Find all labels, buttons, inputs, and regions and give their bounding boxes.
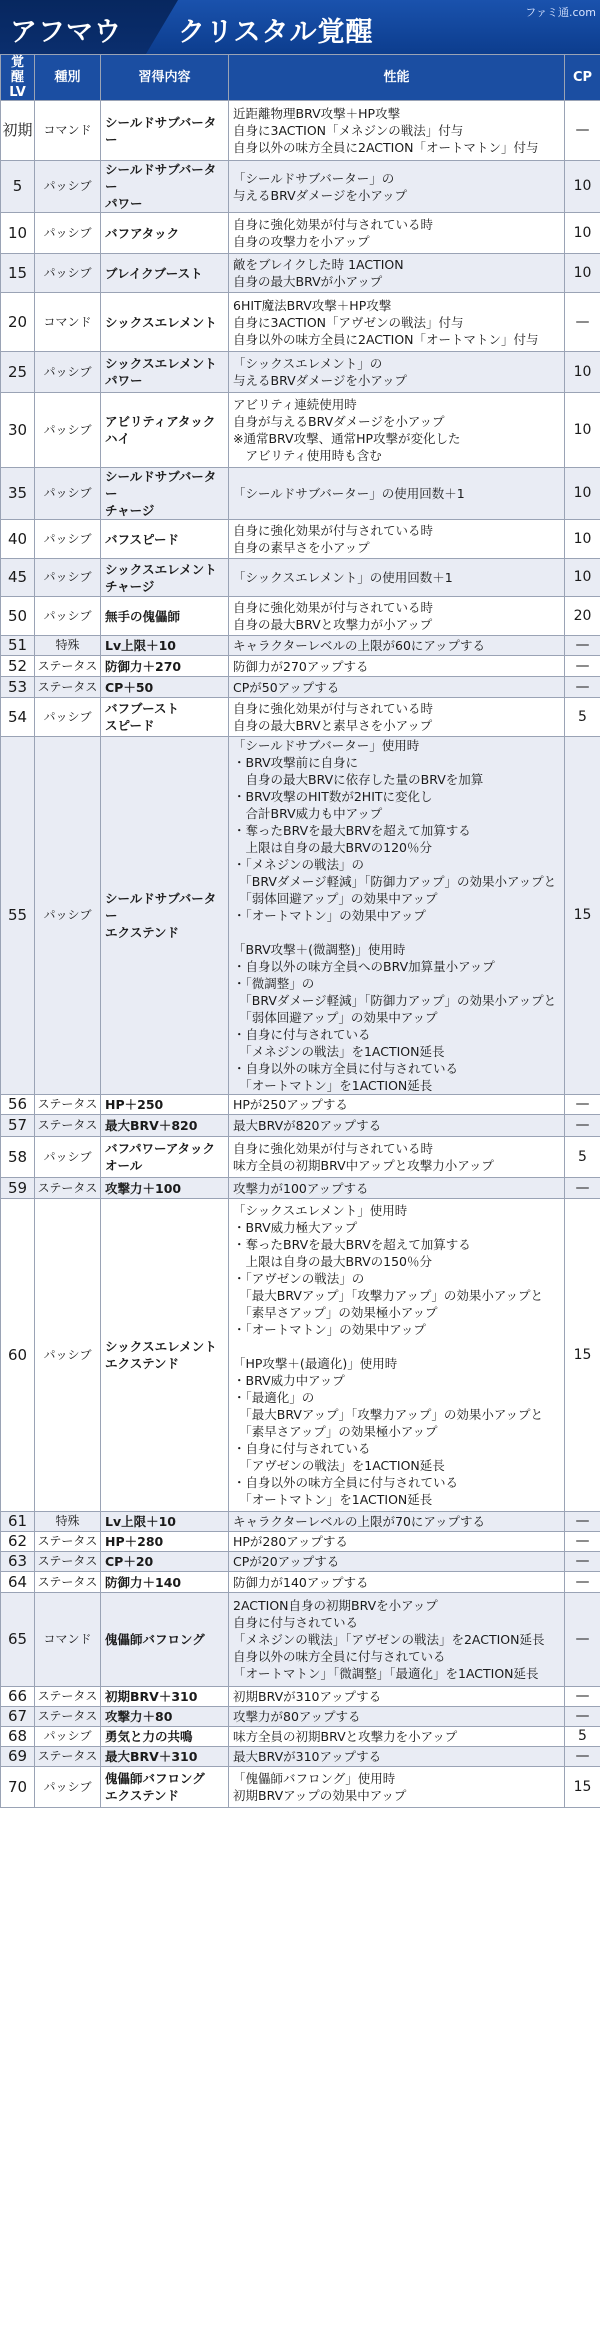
row-cp: —	[565, 1687, 600, 1707]
row-skill: 攻撃力＋100	[101, 1178, 229, 1199]
row-cp: 10	[565, 254, 600, 293]
row-cp: 5	[565, 1727, 600, 1747]
row-skill: HP＋250	[101, 1095, 229, 1115]
row-skill: シールドサブバーター	[101, 101, 229, 161]
table-row	[1, 161, 600, 213]
table-row	[1, 1199, 600, 1512]
row-lv: 58	[1, 1137, 35, 1178]
row-type: 特殊	[35, 636, 101, 656]
row-type: パッシブ	[35, 520, 101, 559]
character-name: アフマウ	[10, 17, 122, 48]
table-row	[1, 213, 600, 254]
row-lv: 25	[1, 352, 35, 393]
row-type: パッシブ	[35, 1199, 101, 1512]
row-skill: Lv上限＋10	[101, 636, 229, 656]
row-cp: 15	[565, 1767, 600, 1808]
row-skill: シックスエレメント チャージ	[101, 559, 229, 597]
table-header-row	[1, 55, 600, 101]
row-lv: 61	[1, 1512, 35, 1532]
row-cp: —	[565, 1095, 600, 1115]
row-cp: —	[565, 656, 600, 677]
table-row	[1, 559, 600, 597]
table-row	[1, 1593, 600, 1687]
row-type: パッシブ	[35, 698, 101, 737]
table-row	[1, 1552, 600, 1572]
row-skill: CP＋20	[101, 1552, 229, 1572]
row-cp: —	[565, 101, 600, 161]
row-perf: 「シールドサブバーター」使用時 ・BRV攻撃前に自身に 自身の最大BRVに依存した量のBRVを加算 ・BRV攻撃のHIT数が2HITに変化し 合計BRV威力も中アップ ・奪ったBRVを最大BRVを超えて加算する 上限は自身の最大BRVの120％分 ・「メネジンの戦法」の 「BRVダメージ軽減」「防御力アップ」の効果小アップと 「弱体回避アップ」の効果中アップ ・「オートマトン」の効果中アップ 「BRV攻撃＋(微調整)」使用時 ・自身以外の味方全員へのBRV加算量小アップ ・「微調整」の 「BRVダメージ軽減」「防御力アップ」の効果小アップと 「弱体回避アップ」の効果中アップ ・自身に付与されている 「メネジンの戦法」を1ACTION延長 ・自身以外の味方全員に付与されている 「オートマトン」を1ACTION延長	[229, 737, 565, 1095]
row-cp: —	[565, 1552, 600, 1572]
row-lv: 63	[1, 1552, 35, 1572]
row-skill: 防御力＋140	[101, 1572, 229, 1593]
row-skill: 最大BRV＋820	[101, 1115, 229, 1137]
row-skill: シックスエレメント エクステンド	[101, 1199, 229, 1512]
table-row	[1, 1767, 600, 1808]
row-cp: 5	[565, 698, 600, 737]
row-lv: 45	[1, 559, 35, 597]
row-perf: 攻撃力が100アップする	[229, 1178, 565, 1199]
table-row	[1, 468, 600, 520]
row-type: ステータス	[35, 1707, 101, 1727]
table-row	[1, 1572, 600, 1593]
row-type: 特殊	[35, 1512, 101, 1532]
table-body	[1, 101, 600, 1808]
row-type: コマンド	[35, 101, 101, 161]
table-row	[1, 1532, 600, 1552]
row-lv: 60	[1, 1199, 35, 1512]
banner-title: クリスタル覚醒	[178, 17, 374, 48]
row-cp: 10	[565, 161, 600, 213]
row-cp: —	[565, 636, 600, 656]
row-lv: 30	[1, 393, 35, 468]
row-perf: 最大BRVが310アップする	[229, 1747, 565, 1767]
row-skill: アビリティアタック ハイ	[101, 393, 229, 468]
row-lv: 50	[1, 597, 35, 636]
row-perf: CPが20アップする	[229, 1552, 565, 1572]
table-row	[1, 254, 600, 293]
row-skill: 勇気と力の共鳴	[101, 1727, 229, 1747]
row-lv: 20	[1, 293, 35, 352]
row-type: ステータス	[35, 1178, 101, 1199]
table-row	[1, 1747, 600, 1767]
watermark: ファミ通.com	[525, 6, 596, 19]
row-type: コマンド	[35, 293, 101, 352]
table-row	[1, 393, 600, 468]
row-cp: 10	[565, 213, 600, 254]
table-row	[1, 1727, 600, 1747]
row-lv: 62	[1, 1532, 35, 1552]
table-row	[1, 1687, 600, 1707]
row-type: パッシブ	[35, 254, 101, 293]
row-lv: 51	[1, 636, 35, 656]
row-perf: 「シックスエレメント」の使用回数＋1	[229, 559, 565, 597]
row-perf: 自身に強化効果が付与されている時 自身の素早さを小アップ	[229, 520, 565, 559]
row-type: パッシブ	[35, 737, 101, 1095]
row-perf: 自身に強化効果が付与されている時 自身の攻撃力を小アップ	[229, 213, 565, 254]
row-type: ステータス	[35, 677, 101, 698]
row-skill: シールドサブバーター チャージ	[101, 468, 229, 520]
row-perf: 防御力が140アップする	[229, 1572, 565, 1593]
row-cp: 10	[565, 468, 600, 520]
row-type: パッシブ	[35, 393, 101, 468]
row-skill: HP＋280	[101, 1532, 229, 1552]
row-cp: —	[565, 1747, 600, 1767]
row-perf: 「シックスエレメント」の 与えるBRVダメージを小アップ	[229, 352, 565, 393]
header-perf: 性能	[229, 55, 565, 101]
table-row	[1, 1512, 600, 1532]
row-lv: 10	[1, 213, 35, 254]
table-row	[1, 520, 600, 559]
title-banner	[0, 0, 600, 54]
row-perf: HPが250アップする	[229, 1095, 565, 1115]
row-type: パッシブ	[35, 1767, 101, 1808]
row-cp: —	[565, 1572, 600, 1593]
row-lv: 70	[1, 1767, 35, 1808]
row-perf: アビリティ連続使用時 自身が与えるBRVダメージを小アップ ※通常BRV攻撃、通常HP攻撃が変化した アビリティ使用時も含む	[229, 393, 565, 468]
row-skill: CP＋50	[101, 677, 229, 698]
row-lv: 59	[1, 1178, 35, 1199]
row-cp: 10	[565, 520, 600, 559]
row-perf: 6HIT魔法BRV攻撃＋HP攻撃 自身に3ACTION「アヴゼンの戦法」付与 自身以外の味方全員に2ACTION「オートマトン」付与	[229, 293, 565, 352]
row-perf: 敵をブレイクした時 1ACTION 自身の最大BRVが小アップ	[229, 254, 565, 293]
row-type: ステータス	[35, 1532, 101, 1552]
row-type: ステータス	[35, 1552, 101, 1572]
row-perf: 2ACTION自身の初期BRVを小アップ 自身に付与されている 「メネジンの戦法」「アヴゼンの戦法」を2ACTION延長 自身以外の味方全員に付与されている 「オートマトン」「微調整」「最適化」を1ACTION延長	[229, 1593, 565, 1687]
row-cp: 10	[565, 559, 600, 597]
row-perf: キャラクターレベルの上限が60にアップする	[229, 636, 565, 656]
table-row	[1, 1095, 600, 1115]
row-type: パッシブ	[35, 1727, 101, 1747]
row-skill: 無手の傀儡師	[101, 597, 229, 636]
row-lv: 53	[1, 677, 35, 698]
row-cp: —	[565, 1532, 600, 1552]
row-perf: 最大BRVが820アップする	[229, 1115, 565, 1137]
table-row	[1, 698, 600, 737]
row-lv: 65	[1, 1593, 35, 1687]
row-skill: バフアタック	[101, 213, 229, 254]
row-type: パッシブ	[35, 597, 101, 636]
row-lv: 35	[1, 468, 35, 520]
row-cp: —	[565, 1115, 600, 1137]
header-lv: 覚醒 LV	[1, 55, 35, 101]
row-skill: バフパワーアタック オール	[101, 1137, 229, 1178]
row-skill: 傀儡師バフロング エクステンド	[101, 1767, 229, 1808]
table-row	[1, 656, 600, 677]
row-lv: 5	[1, 161, 35, 213]
row-skill: バフブースト スピード	[101, 698, 229, 737]
row-skill: 最大BRV＋310	[101, 1747, 229, 1767]
table-row	[1, 1115, 600, 1137]
row-skill: 防御力＋270	[101, 656, 229, 677]
row-perf: 「シールドサブバーター」の使用回数＋1	[229, 468, 565, 520]
row-skill: 初期BRV＋310	[101, 1687, 229, 1707]
row-cp: —	[565, 1593, 600, 1687]
row-lv: 52	[1, 656, 35, 677]
header-cp: CP	[565, 55, 600, 101]
row-cp: 20	[565, 597, 600, 636]
row-lv: 56	[1, 1095, 35, 1115]
row-cp: —	[565, 677, 600, 698]
row-type: ステータス	[35, 1095, 101, 1115]
row-cp: —	[565, 1512, 600, 1532]
row-type: パッシブ	[35, 213, 101, 254]
row-perf: 自身に強化効果が付与されている時 味方全員の初期BRV中アップと攻撃力小アップ	[229, 1137, 565, 1178]
row-type: ステータス	[35, 1572, 101, 1593]
table-row	[1, 1137, 600, 1178]
row-cp: —	[565, 1178, 600, 1199]
row-lv: 68	[1, 1727, 35, 1747]
row-lv: 69	[1, 1747, 35, 1767]
row-lv: 15	[1, 254, 35, 293]
row-lv: 67	[1, 1707, 35, 1727]
row-lv: 64	[1, 1572, 35, 1593]
table-row	[1, 352, 600, 393]
table-row	[1, 636, 600, 656]
row-type: ステータス	[35, 656, 101, 677]
row-cp: 10	[565, 393, 600, 468]
row-lv: 57	[1, 1115, 35, 1137]
row-lv: 初期	[1, 101, 35, 161]
row-perf: キャラクターレベルの上限が70にアップする	[229, 1512, 565, 1532]
row-perf: 「シックスエレメント」使用時 ・BRV威力極大アップ ・奪ったBRVを最大BRVを超えて加算する 上限は自身の最大BRVの150％分 ・「アヴゼンの戦法」の 「最大BRVアップ」「攻撃力アップ」の効果小アップと 「素早さアップ」の効果極小アップ ・「オートマトン」の効果中アップ 「HP攻撃＋(最適化)」使用時 ・BRV威力中アップ ・「最適化」の 「最大BRVアップ」「攻撃力アップ」の効果小アップと 「素早さアップ」の効果極小アップ ・自身に付与されている 「アヴゼンの戦法」を1ACTION延長 ・自身以外の味方全員に付与されている 「オートマトン」を1ACTION延長	[229, 1199, 565, 1512]
table-row	[1, 1707, 600, 1727]
row-perf: 味方全員の初期BRVと攻撃力を小アップ	[229, 1727, 565, 1747]
row-skill: シールドサブバーター エクステンド	[101, 737, 229, 1095]
row-perf: 攻撃力が80アップする	[229, 1707, 565, 1727]
row-cp: 10	[565, 352, 600, 393]
table-row	[1, 101, 600, 161]
row-perf: HPが280アップする	[229, 1532, 565, 1552]
row-cp: —	[565, 293, 600, 352]
row-perf: 「シールドサブバーター」の 与えるBRVダメージを小アップ	[229, 161, 565, 213]
row-type: パッシブ	[35, 352, 101, 393]
row-skill: 傀儡師バフロング	[101, 1593, 229, 1687]
row-skill: ブレイクブースト	[101, 254, 229, 293]
table-row	[1, 597, 600, 636]
row-lv: 55	[1, 737, 35, 1095]
row-type: ステータス	[35, 1747, 101, 1767]
header-skill: 習得内容	[101, 55, 229, 101]
awakening-table	[0, 54, 600, 1808]
table-row	[1, 737, 600, 1095]
row-perf: 「傀儡師バフロング」使用時 初期BRVアップの効果中アップ	[229, 1767, 565, 1808]
row-type: パッシブ	[35, 161, 101, 213]
table-row	[1, 1178, 600, 1199]
row-type: コマンド	[35, 1593, 101, 1687]
row-skill: シールドサブバーター パワー	[101, 161, 229, 213]
row-cp: 15	[565, 1199, 600, 1512]
row-lv: 40	[1, 520, 35, 559]
row-perf: CPが50アップする	[229, 677, 565, 698]
row-lv: 54	[1, 698, 35, 737]
row-cp: 15	[565, 737, 600, 1095]
row-type: ステータス	[35, 1687, 101, 1707]
row-type: パッシブ	[35, 468, 101, 520]
row-perf: 自身に強化効果が付与されている時 自身の最大BRVと攻撃力が小アップ	[229, 597, 565, 636]
row-skill: Lv上限＋10	[101, 1512, 229, 1532]
row-type: パッシブ	[35, 1137, 101, 1178]
row-perf: 自身に強化効果が付与されている時 自身の最大BRVと素早さを小アップ	[229, 698, 565, 737]
row-skill: 攻撃力＋80	[101, 1707, 229, 1727]
row-perf: 防御力が270アップする	[229, 656, 565, 677]
row-skill: シックスエレメント パワー	[101, 352, 229, 393]
header-type: 種別	[35, 55, 101, 101]
table-row	[1, 677, 600, 698]
row-skill: バフスピード	[101, 520, 229, 559]
row-cp: —	[565, 1707, 600, 1727]
row-cp: 5	[565, 1137, 600, 1178]
row-perf: 近距離物理BRV攻撃＋HP攻撃 自身に3ACTION「メネジンの戦法」付与 自身以外の味方全員に2ACTION「オートマトン」付与	[229, 101, 565, 161]
row-type: パッシブ	[35, 559, 101, 597]
row-skill: シックスエレメント	[101, 293, 229, 352]
row-type: ステータス	[35, 1115, 101, 1137]
row-lv: 66	[1, 1687, 35, 1707]
row-perf: 初期BRVが310アップする	[229, 1687, 565, 1707]
table-row	[1, 293, 600, 352]
